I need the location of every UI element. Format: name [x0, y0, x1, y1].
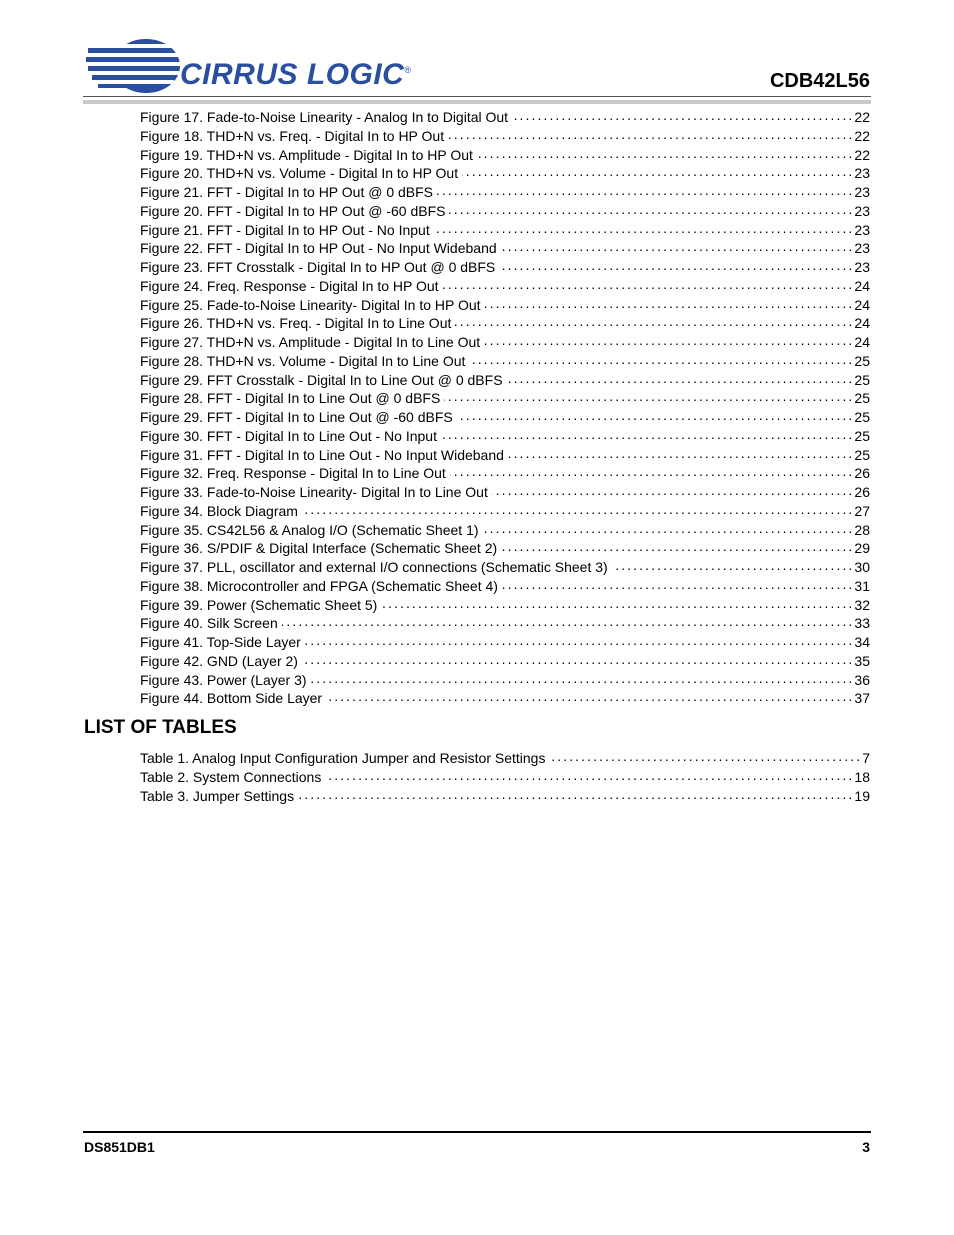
figure-toc-entry[interactable] [140, 221, 870, 240]
toc-entry-label: Figure 41. Top-Side Layer [140, 634, 301, 650]
toc-entry-label: Figure 35. CS42L56 & Analog I/O (Schematic Sheet 1) [140, 521, 479, 538]
toc-entry-label: Figure 31. FFT - Digital In to Line Out - No Input Wideband [140, 446, 504, 463]
toc-entry-page: 22 [854, 127, 870, 144]
dot-leader [302, 652, 851, 666]
toc-entry-page: 25 [854, 427, 870, 444]
figure-toc-entry[interactable] [140, 502, 870, 521]
figure-toc-entry[interactable] [140, 577, 870, 596]
dot-leader [502, 577, 851, 591]
toc-entry-label: Figure 24. Freq. Response - Digital In to HP Out [140, 277, 439, 294]
toc-entry-page: 26 [854, 484, 870, 500]
dot-leader [282, 614, 852, 628]
figure-toc-entry[interactable] [140, 296, 870, 315]
dot-leader [311, 671, 852, 685]
dot-leader [485, 296, 852, 310]
toc-entry-page: 24 [854, 315, 870, 332]
toc-entry-label: Figure 43. Power (Layer 3) [140, 671, 307, 688]
toc-entry-label: Figure 30. FFT - Digital In to Line Out - No Input [140, 427, 437, 444]
toc-entry-label: Figure 32. Freq. Response - Digital In to Line Out [140, 465, 446, 482]
toc-entry-label: Figure 22. FFT - Digital In to HP Out - No Input Wideband [140, 240, 497, 257]
figure-toc-entry[interactable] [140, 314, 870, 333]
dot-leader [512, 108, 851, 122]
toc-entry-label: Figure 27. THD+N vs. Amplitude - Digital In to Line Out [140, 334, 481, 350]
dot-leader [302, 502, 851, 516]
toc-entry-page: 22 [854, 109, 870, 125]
toc-entry-page: 32 [854, 596, 870, 613]
toc-entry-label: Figure 38. Microcontroller and FPGA (Schematic Sheet 4) [140, 577, 498, 594]
dot-leader [450, 464, 852, 478]
dot-leader [305, 633, 852, 647]
table-toc-entry[interactable] [140, 787, 870, 806]
toc-entry-label: Figure 33. Fade-to-Noise Linearity- Digital In to Line Out [140, 484, 488, 500]
dot-leader [508, 446, 852, 460]
table-toc-entry[interactable] [140, 768, 870, 787]
toc-entry-page: 31 [854, 577, 870, 594]
header-rule-shadow [83, 100, 871, 104]
toc-entry-page: 25 [854, 390, 870, 407]
toc-entry-label: Figure 42. GND (Layer 2) [140, 652, 298, 669]
toc-entry-label: Figure 28. FFT - Digital In to Line Out @ 0 dBFS [140, 390, 441, 407]
figure-toc-entry[interactable] [140, 183, 870, 202]
figure-toc-entry[interactable] [140, 483, 870, 502]
toc-entry-page: 25 [854, 352, 870, 369]
dot-leader [612, 558, 852, 572]
toc-entry-page: 26 [854, 465, 870, 482]
toc-entry-label: Figure 17. Fade-to-Noise Linearity - Analog In to Digital Out [140, 109, 509, 125]
dot-leader [381, 596, 851, 610]
figure-toc-entry[interactable] [140, 258, 870, 277]
figure-toc-entry[interactable] [140, 389, 870, 408]
toc-entry-label: Figure 36. S/PDIF & Digital Interface (Schematic Sheet 2) [140, 540, 498, 557]
footer-page-number: 3 [862, 1139, 870, 1155]
dot-leader [483, 521, 852, 535]
toc-entry-label: Figure 34. Block Diagram [140, 502, 298, 519]
toc-entry-label: Figure 29. FFT - Digital In to Line Out @ -60 dBFS [140, 409, 453, 425]
toc-entry-label: Figure 28. THD+N vs. Volume - Digital In to Line Out [140, 352, 466, 369]
dot-leader [437, 183, 851, 197]
toc-entry-label: Figure 39. Power (Schematic Sheet 5) [140, 596, 378, 613]
list-of-tables-heading: LIST OF TABLES [84, 717, 237, 738]
toc-entry-page: 23 [854, 259, 870, 275]
toc-entry-page: 25 [854, 371, 870, 388]
dot-leader [457, 408, 852, 422]
dot-leader [444, 389, 851, 403]
toc-entry-page: 30 [854, 559, 870, 575]
dot-leader [455, 314, 851, 328]
toc-entry-label: Figure 25. Fade-to-Noise Linearity- Digital In to HP Out [140, 296, 481, 313]
dot-leader [492, 483, 852, 497]
cirrus-logic-logo [84, 36, 412, 98]
dot-leader [499, 258, 851, 272]
logo-registered-mark: ® [404, 65, 412, 75]
toc-entry-page: 35 [854, 652, 870, 669]
figure-toc-entry[interactable] [140, 671, 870, 690]
dot-leader [441, 427, 851, 441]
figure-toc-entry[interactable] [140, 427, 870, 446]
figure-toc-entry[interactable] [140, 239, 870, 258]
toc-entry-label: Figure 20. FFT - Digital In to HP Out @ -60 dBFS [140, 202, 446, 219]
toc-entry-page: 24 [854, 296, 870, 313]
toc-entry-page: 7 [862, 750, 870, 766]
toc-entry-label: Figure 40. Silk Screen [140, 615, 278, 632]
toc-entry-label: Figure 20. THD+N vs. Volume - Digital In to HP Out [140, 165, 459, 182]
dot-leader [449, 202, 851, 216]
dot-leader [477, 146, 852, 160]
figure-toc-entry[interactable] [140, 202, 870, 221]
toc-entry-page: 23 [854, 240, 870, 257]
figure-toc-entry[interactable] [140, 352, 870, 371]
toc-entry-page: 29 [854, 540, 870, 557]
toc-entry-label: Figure 44. Bottom Side Layer [140, 690, 323, 707]
toc-entry-page: 23 [854, 184, 870, 200]
header-rule [83, 96, 871, 97]
dot-leader [325, 768, 851, 782]
dot-leader [326, 689, 851, 703]
toc-entry-page: 18 [854, 768, 870, 785]
toc-entry-label: Figure 21. FFT - Digital In to HP Out @ 0 dBFS [140, 184, 434, 200]
toc-entry-label: Figure 23. FFT Crosstalk - Digital In to HP Out @ 0 dBFS [140, 259, 496, 275]
logo-text: CIRRUS LOGIC [180, 58, 405, 91]
figure-toc-entry[interactable] [140, 464, 870, 483]
figure-toc-entry[interactable] [140, 108, 870, 127]
figure-toc-entry[interactable] [140, 539, 870, 558]
toc-entry-page: 28 [854, 521, 870, 538]
dot-leader [298, 787, 851, 801]
toc-entry-page: 34 [854, 634, 870, 650]
toc-entry-page: 23 [854, 165, 870, 182]
figure-toc-entry[interactable] [140, 277, 870, 296]
toc-entry-page: 24 [854, 334, 870, 350]
dot-leader [507, 371, 852, 385]
logo-wordmark [180, 58, 411, 92]
dot-leader [462, 164, 851, 178]
figure-toc-entry[interactable] [140, 146, 870, 165]
toc-entry-page: 19 [854, 787, 870, 804]
figure-toc-entry[interactable] [140, 164, 870, 183]
toc-entry-label: Figure 37. PLL, oscillator and external I/O connections (Schematic Sheet 3) [140, 559, 608, 575]
dot-leader [448, 127, 851, 141]
toc-entry-label: Figure 21. FFT - Digital In to HP Out - No Input [140, 221, 430, 238]
toc-entry-page: 23 [854, 202, 870, 219]
toc-entry-page: 27 [854, 502, 870, 519]
toc-entry-label: Table 3. Jumper Settings [140, 787, 295, 804]
dot-leader [501, 239, 852, 253]
dot-leader [469, 352, 851, 366]
toc-entry-page: 36 [854, 671, 870, 688]
dot-leader [434, 221, 852, 235]
toc-entry-label: Figure 19. THD+N vs. Amplitude - Digital In to HP Out [140, 146, 473, 163]
toc-entry-page: 37 [854, 690, 870, 707]
figure-toc-entry[interactable] [140, 333, 870, 352]
figure-toc-entry[interactable] [140, 521, 870, 540]
toc-entry-label: Figure 29. FFT Crosstalk - Digital In to Line Out @ 0 dBFS [140, 371, 503, 388]
table-toc-entry[interactable] [140, 749, 870, 768]
toc-entry-label: Figure 18. THD+N vs. Freq. - Digital In to HP Out [140, 127, 445, 144]
figure-toc-entry[interactable] [140, 689, 870, 708]
toc-entry-label: Table 2. System Connections [140, 768, 322, 785]
toc-entry-page: 33 [854, 615, 870, 632]
dot-leader [484, 333, 851, 347]
toc-entry-page: 25 [854, 446, 870, 463]
figure-toc-entry[interactable] [140, 596, 870, 615]
figure-toc-entry[interactable] [140, 633, 870, 652]
figure-toc-entry[interactable] [140, 652, 870, 671]
dot-leader [443, 277, 852, 291]
figure-toc-entry[interactable] [140, 558, 870, 577]
document-title: CDB42L56 [769, 70, 870, 92]
figure-toc-entry[interactable] [140, 614, 870, 633]
cirrus-logo-mark-icon [84, 36, 184, 96]
toc-entry-page: 25 [854, 409, 870, 425]
figure-toc-entry[interactable] [140, 408, 870, 427]
footer-rule [83, 1131, 871, 1133]
toc-entry-page: 23 [854, 221, 870, 238]
list-of-tables [140, 749, 870, 805]
toc-entry-label: Figure 26. THD+N vs. Freq. - Digital In to Line Out [140, 315, 452, 332]
figure-toc-entry[interactable] [140, 371, 870, 390]
figure-toc-entry[interactable] [140, 127, 870, 146]
dot-leader [549, 749, 859, 763]
toc-entry-label: Table 1. Analog Input Configuration Jumper and Resistor Settings [140, 750, 546, 766]
footer-doc-number: DS851DB1 [84, 1139, 155, 1155]
toc-entry-page: 22 [854, 146, 870, 163]
list-of-figures [140, 108, 870, 708]
toc-entry-page: 24 [854, 277, 870, 294]
dot-leader [501, 539, 851, 553]
figure-toc-entry[interactable] [140, 446, 870, 465]
